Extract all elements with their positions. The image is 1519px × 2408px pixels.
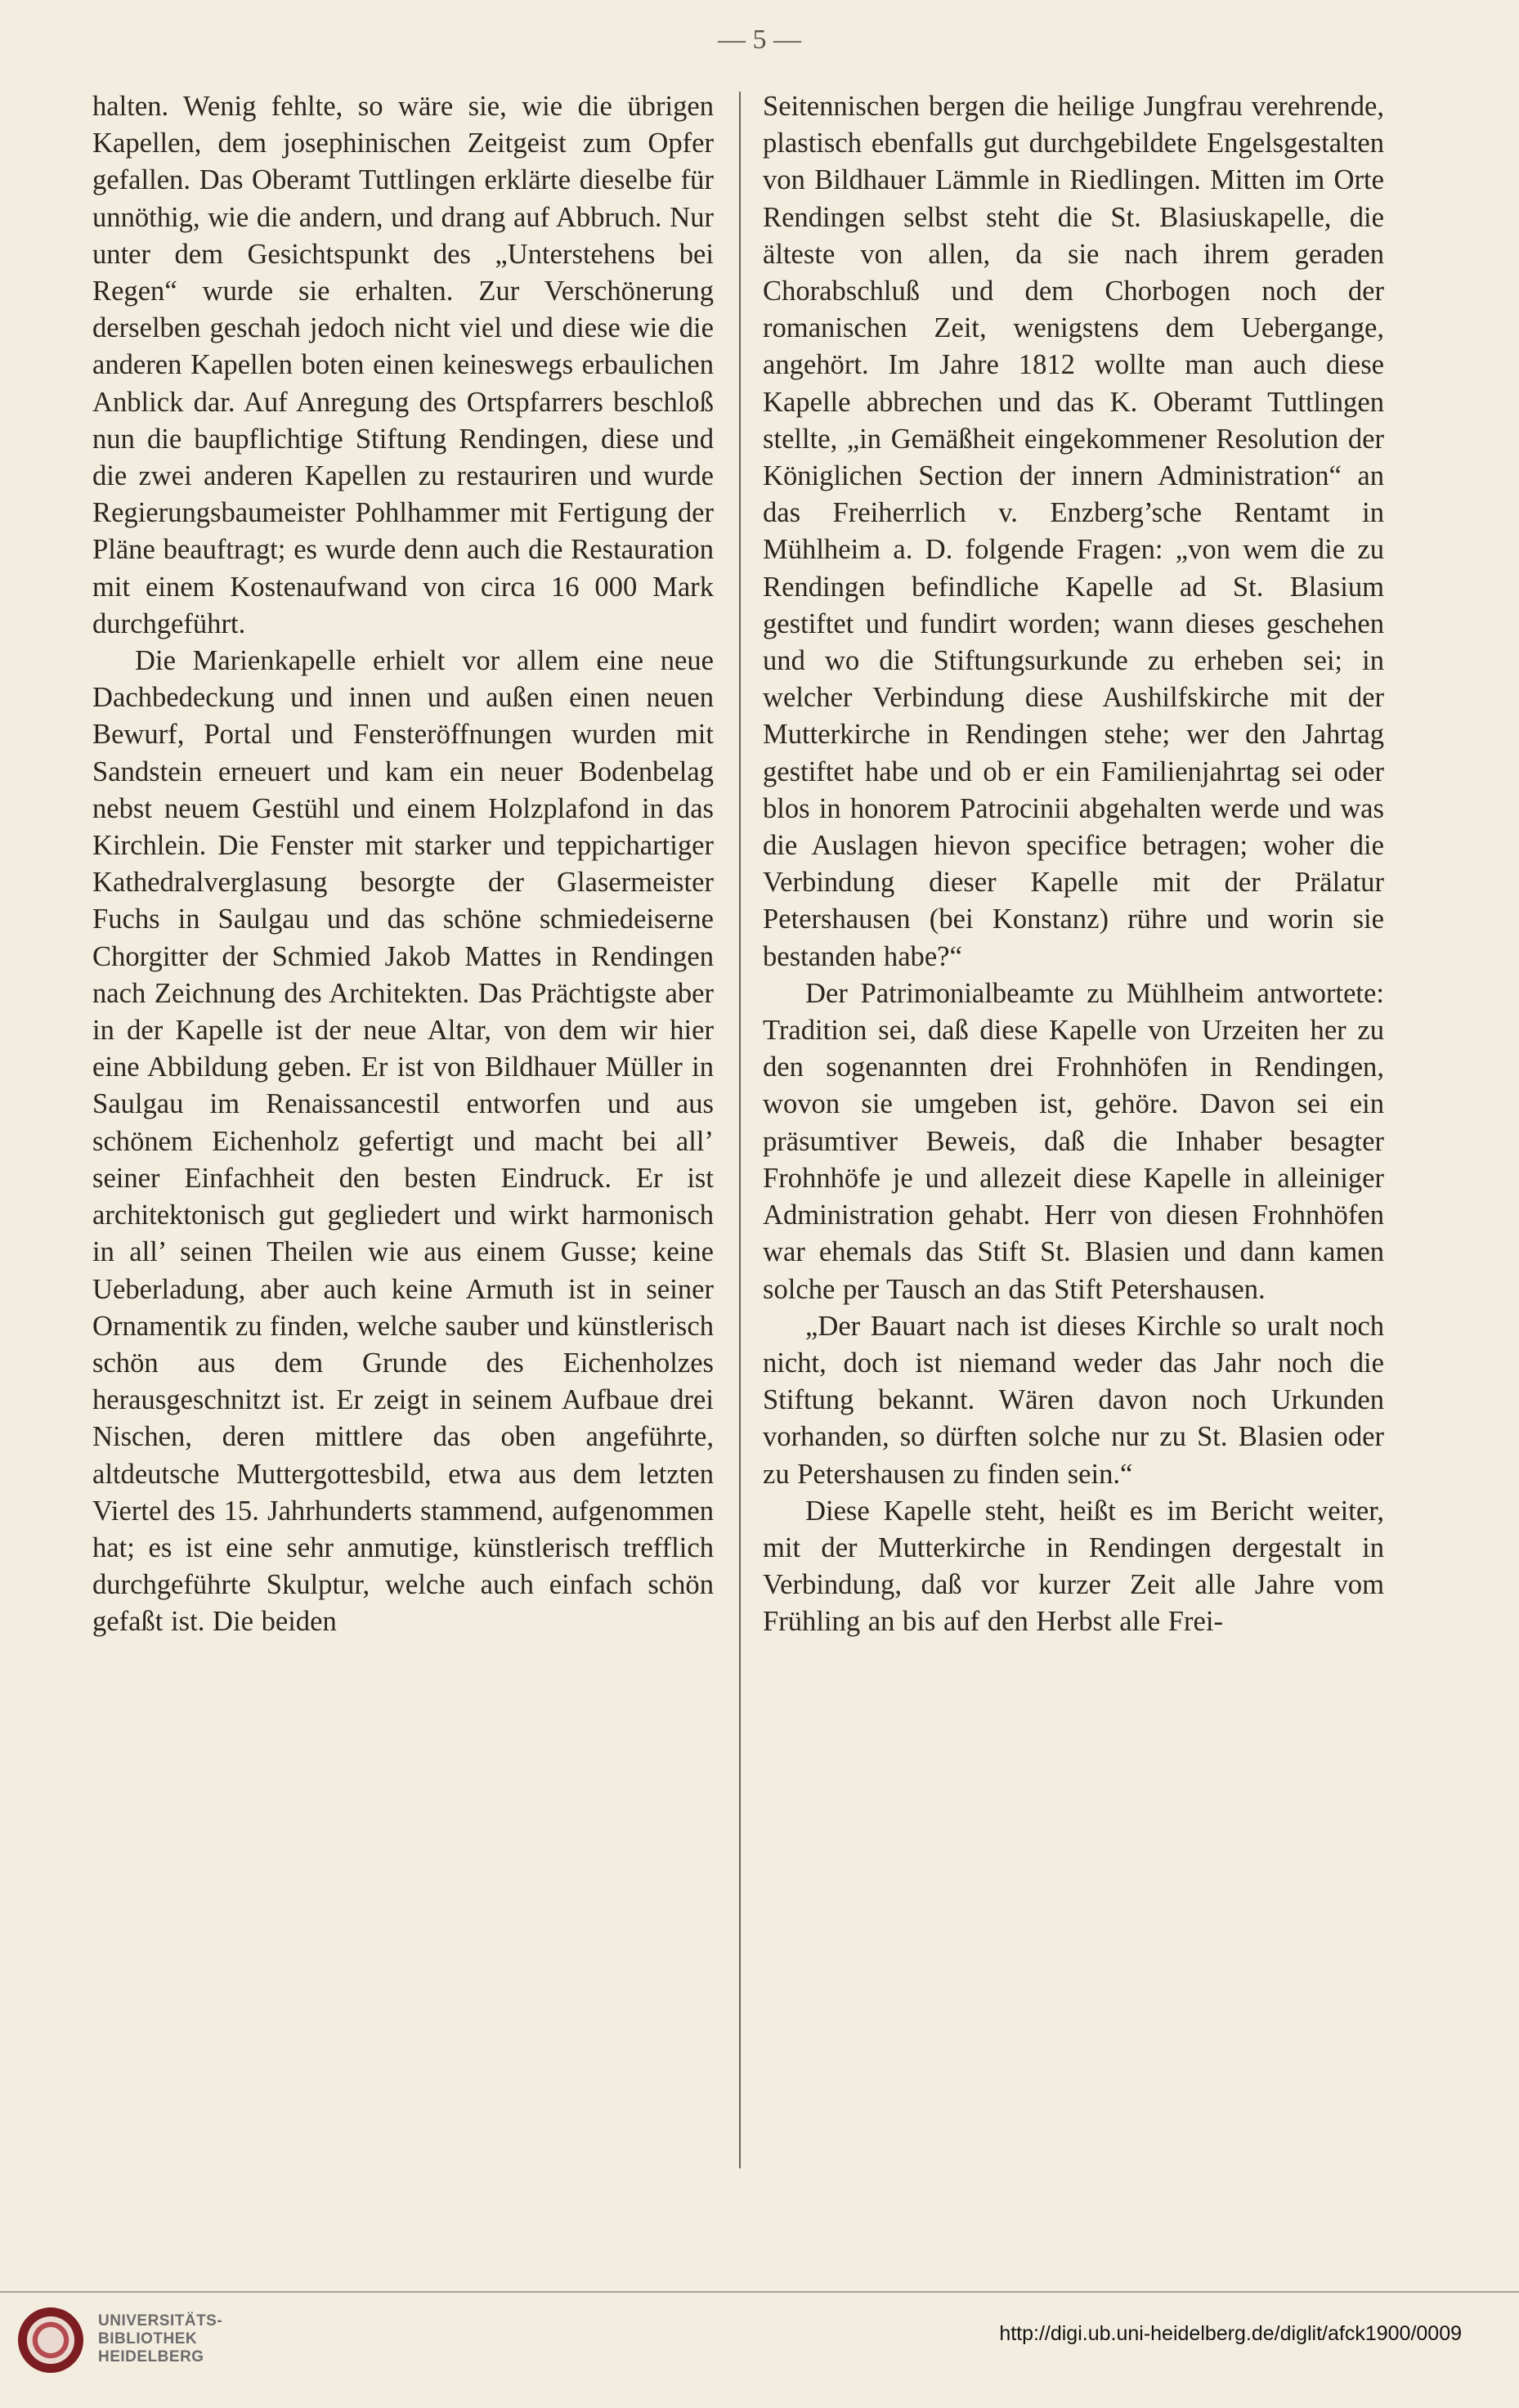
left-paragraph-2: Die Marienkapelle erhielt vor allem eine neue Dachbedeckung und innen und außen einen neuen Bewurf, Portal und Fensteröffnungen wurden mit Sandstein erneuert und kam ein neuer Bodenbelag nebst neuem Gestühl und einem Holzplafond in das Kirchlein. Die Fenster mit starker und teppichartiger Kathedralverglasung besorgte der Glasermeister Fuchs in Saulgau und das schöne schmiedeiserne Chorgitter der Schmied Jakob Mattes in Rendingen nach Zeichnung des Architekten. Das Prächtigste aber in der Kapelle ist der neue Altar, von dem wir hier eine Abbildung geben. Er ist von Bildhauer Müller in Saulgau im Renaissancestil entworfen und aus schönem Eichenholz gefertigt und macht bei all’ seiner Einfachheit den besten Eindruck. Er ist architektonisch gut gegliedert und wirkt harmonisch in all’ seinen Theilen wie aus einem Gusse; keine Ueberladung, aber auch keine Armuth ist in seiner Ornamentik zu finden, welche sauber und künstlerisch schön aus dem Grunde des Eichenholzes herausgeschnitzt ist. Er zeigt in seinem Aufbaue drei Nischen, deren mittlere das oben angeführte, altdeutsche Muttergottesbild, etwa aus dem letzten Viertel des 15. Jahrhunderts stammend, aufgenommen hat; es ist eine sehr anmutige, künstlerisch trefflich durchgeführte Skulptur, welche auch einfach schön gefaßt ist. Die beiden xyxy=(92,645,714,1638)
library-name xyxy=(98,2312,222,2366)
right-paragraph-3: „Der Bauart nach ist dieses Kirchle so uralt noch nicht, doch ist niemand weder das Jahr noch die Stiftung bekannt. Wären davon noch Urkunden vorhanden, so dürften solche nur zu St. Blasien oder zu Petershausen zu finden sein.“ xyxy=(763,1310,1384,1490)
right-column xyxy=(763,88,1384,1641)
right-paragraph-2: Der Patrimonialbeamte zu Mühlheim antwortete: Tradition sei, daß diese Kapelle von Urzeiten her zu den sogenannten drei Frohnhöfen in Rendingen, wovon sie umgeben ist, gehöre. Davon sei ein präsumtiver Beweis, daß die Inhaber besagter Frohnhöfe je und allezeit diese Kapelle in alleiniger Administration gehabt. Herr von diesen Frohnhöfen war ehemals das Stift St. Blasien und dann kamen solche per Tausch an das Stift Petershausen. xyxy=(763,977,1384,1305)
library-line-2: BIBLIOTHEK xyxy=(98,2330,198,2347)
right-paragraph-4: Diese Kapelle steht, heißt es im Bericht weiter, mit der Mutterkirche in Rendingen dergestalt in Verbindung, daß vor kurzer Zeit alle Jahre vom Frühling an bis auf den Herbst alle Frei- xyxy=(763,1495,1384,1638)
page-number: — 5 — xyxy=(718,25,801,55)
university-seal-icon xyxy=(18,2307,83,2373)
library-line-1: UNIVERSITÄTS- xyxy=(98,2312,223,2330)
source-url-link[interactable]: http://digi.ub.uni-heidelberg.de/diglit/afck1900/0009 xyxy=(999,2322,1462,2345)
left-paragraph-1: halten. Wenig fehlte, so wäre sie, wie die übrigen Kapellen, dem josephinischen Zeitgeist zum Opfer gefallen. Das Oberamt Tuttlingen erklärte dieselbe für unnöthig, wie die andern, und drang auf Abbruch. Nur unter dem Gesichtspunkt des „Unterstehens bei Regen“ wurde sie erhalten. Zur Verschönerung derselben geschah jedoch nicht viel und diese wie die anderen Kapellen boten einen keineswegs erbaulichen Anblick dar. Auf Anregung des Ortspfarrers beschloß nun die baupflichtige Stiftung Rendingen, diese und die zwei anderen Kapellen zu restauriren und wurde Regierungsbaumeister Pohlhammer mit Fertigung der Pläne beauftragt; es wurde denn auch die Restauration mit einem Kostenaufwand von circa 16 000 Mark durchgeführt. xyxy=(92,91,714,639)
right-paragraph-1: Seitennischen bergen die heilige Jungfrau verehrende, plastisch ebenfalls gut durchgebildete Engelsgestalten von Bildhauer Lämmle in Riedlingen. Mitten im Orte Rendingen selbst steht die St. Blasiuskapelle, die älteste von allen, da sie nach ihrem geraden Chorabschluß und dem Chorbogen noch der romanischen Zeit, wenigstens dem Uebergange, angehört. Im Jahre 1812 wollte man auch diese Kapelle abbrechen und das K. Oberamt Tuttlingen stellte, „in Gemäßheit eingekommener Resolution der Königlichen Section der innern Administration“ an das Freiherrlich v. Enzberg’sche Rentamt in Mühlheim a. D. folgende Fragen: „von wem die zu Rendingen befindliche Kapelle ad St. Blasium gestiftet und fundirt worden; wann dieses geschehen und wo die Stiftungsurkunde zu erheben sei; in welcher Verbindung diese Aushilfskirche mit der Mutterkirche in Rendingen stehe; wer den Jahrtag gestiftet habe und ob er ein Familienjahrtag sei oder blos in honorem Patrocinii abgehalten werde und was die Auslagen hievon specifice betragen; woher die Verbindung dieser Kapelle mit der Prälatur Petershausen (bei Konstanz) rühre und worin sie bestanden habe?“ xyxy=(763,91,1384,972)
footer-divider xyxy=(0,2291,1519,2293)
footer-bar xyxy=(0,2291,1519,2408)
library-line-3: HEIDELBERG xyxy=(98,2348,204,2365)
left-column xyxy=(92,88,714,1641)
column-divider xyxy=(739,92,741,2168)
